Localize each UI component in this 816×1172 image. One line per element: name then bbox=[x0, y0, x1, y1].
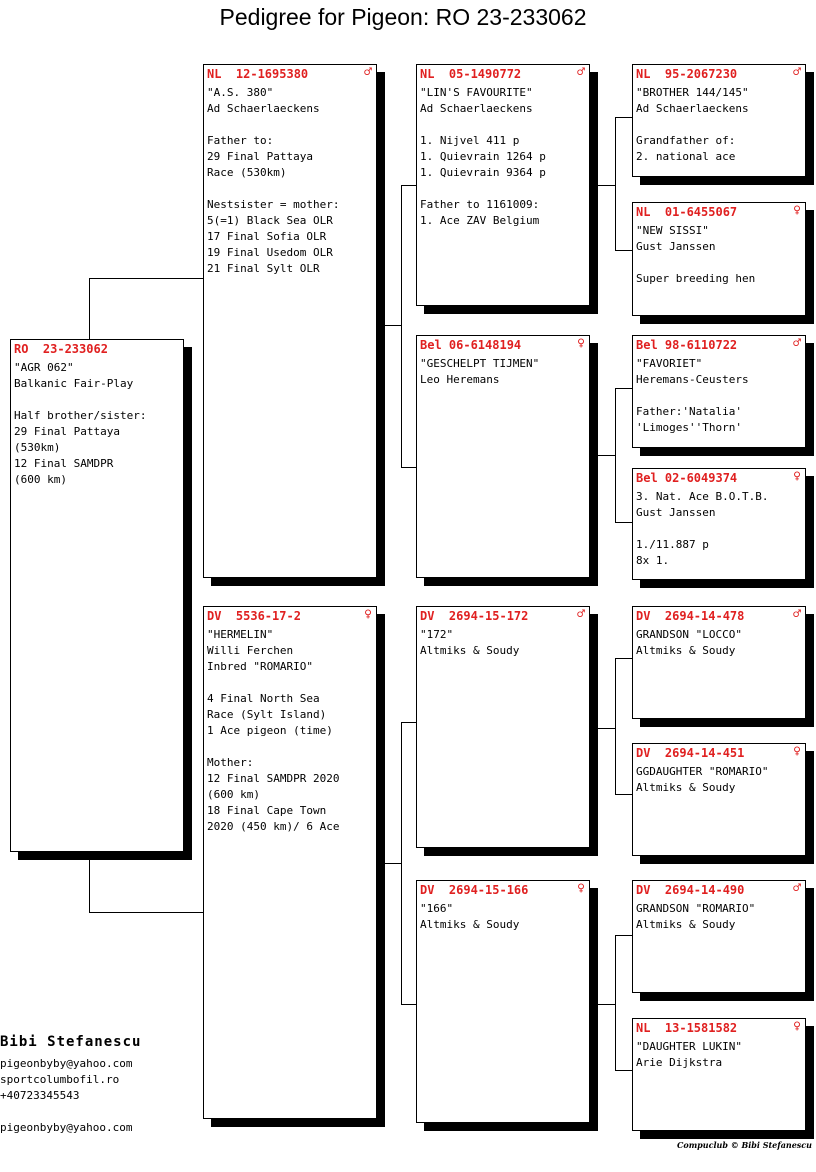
breeder-email[interactable]: pigeonbyby@yahoo.com bbox=[0, 1057, 133, 1070]
male-icon: ♂ bbox=[793, 881, 801, 896]
female-icon: ♀ bbox=[793, 1019, 801, 1034]
connector bbox=[597, 1004, 616, 1005]
pigeon-info-line bbox=[636, 117, 802, 133]
pigeon-card-dam-dam[interactable] bbox=[416, 880, 590, 1123]
pigeon-info-line: Altmiks & Soudy bbox=[420, 918, 520, 931]
pigeon-name: GRANDSON "LOCCO" bbox=[636, 628, 742, 641]
female-icon: ♀ bbox=[577, 881, 585, 896]
pigeon-name: "A.S. 380" bbox=[207, 86, 274, 99]
connector bbox=[615, 117, 633, 118]
pigeon-name: GRANDSON "ROMARIO" bbox=[636, 902, 756, 915]
pigeon-info-line bbox=[207, 181, 373, 197]
pigeon-info-line: Super breeding hen bbox=[636, 272, 756, 285]
pigeon-info-line bbox=[207, 117, 373, 133]
ring-number: DV 2694-14-451 bbox=[636, 746, 745, 760]
connector bbox=[615, 117, 616, 251]
connector bbox=[615, 794, 633, 795]
breeder-phone: +40723345543 bbox=[0, 1089, 80, 1102]
pigeon-name: 3. Nat. Ace B.O.T.B. bbox=[636, 490, 769, 503]
pigeon-card-ggp-1[interactable] bbox=[632, 64, 806, 177]
pigeon-card-sire-dam[interactable] bbox=[416, 335, 590, 578]
pigeon-info-line: Altmiks & Soudy bbox=[420, 644, 520, 657]
connector bbox=[597, 185, 616, 186]
ring-number: DV 2694-15-172 bbox=[420, 609, 529, 623]
connector bbox=[615, 658, 616, 795]
connector bbox=[401, 722, 417, 723]
pigeon-info-line: 8x 1. bbox=[636, 554, 670, 567]
breeder-spacer bbox=[0, 1104, 141, 1120]
connector bbox=[401, 185, 417, 186]
connector bbox=[615, 522, 633, 523]
female-icon: ♀ bbox=[364, 607, 372, 622]
pigeon-info-line: Father:'Natalia' bbox=[636, 405, 742, 418]
pigeon-info-line: Gust Janssen bbox=[636, 506, 716, 519]
pigeon-name: "166" bbox=[420, 902, 454, 915]
ring-number: NL 01-6455067 bbox=[636, 205, 738, 219]
breeder-website[interactable]: sportcolumbofil.ro bbox=[0, 1073, 120, 1086]
pigeon-name: "172" bbox=[420, 628, 454, 641]
connector bbox=[401, 185, 402, 468]
connector bbox=[401, 722, 402, 1005]
pigeon-info-line: Mother: bbox=[207, 756, 254, 769]
connector bbox=[89, 912, 204, 913]
breeder-info bbox=[0, 1034, 141, 1136]
pigeon-info-line: Altmiks & Soudy bbox=[636, 781, 736, 794]
pigeon-info-line bbox=[207, 675, 373, 691]
pigeon-info-line: Altmiks & Soudy bbox=[636, 918, 736, 931]
male-icon: ♂ bbox=[793, 607, 801, 622]
pigeon-info-line: Father to: bbox=[207, 134, 274, 147]
connector bbox=[615, 1070, 633, 1071]
pigeon-card-ggp-5[interactable] bbox=[632, 606, 806, 719]
pigeon-card-ggp-4[interactable] bbox=[632, 468, 806, 580]
breeder-name: Bibi Stefanescu bbox=[0, 1034, 142, 1050]
pigeon-info-line: Ad Schaerlaeckens bbox=[420, 102, 533, 115]
female-icon: ♀ bbox=[793, 744, 801, 759]
pigeon-info-line: 12 Final SAMDPR 2020 bbox=[207, 772, 340, 785]
pigeon-card-sire[interactable] bbox=[203, 64, 377, 578]
pigeon-info-line: 12 Final SAMDPR bbox=[14, 457, 114, 470]
connector bbox=[597, 455, 616, 456]
pigeon-info-line: Race (530km) bbox=[207, 166, 287, 179]
pigeon-info-line: 1. Ace ZAV Belgium bbox=[420, 214, 540, 227]
pigeon-name: "BROTHER 144/145" bbox=[636, 86, 749, 99]
ring-number: Bel 02-6049374 bbox=[636, 471, 738, 485]
ring-number: NL 13-1581582 bbox=[636, 1021, 738, 1035]
male-icon: ♂ bbox=[793, 336, 801, 351]
pigeon-info-line: Willi Ferchen bbox=[207, 644, 294, 657]
pigeon-info-line: 1. Nijvel 411 p bbox=[420, 134, 520, 147]
ring-number: DV 2694-15-166 bbox=[420, 883, 529, 897]
male-icon: ♂ bbox=[577, 65, 585, 80]
connector bbox=[615, 388, 616, 523]
connector bbox=[384, 325, 402, 326]
pigeon-card-ggp-2[interactable] bbox=[632, 202, 806, 316]
pigeon-info-line bbox=[14, 392, 180, 408]
ring-number: DV 2694-14-478 bbox=[636, 609, 745, 623]
ring-number: NL 05-1490772 bbox=[420, 67, 522, 81]
connector bbox=[89, 278, 90, 340]
ring-number: NL 95-2067230 bbox=[636, 67, 738, 81]
pigeon-info-line: 17 Final Sofia OLR bbox=[207, 230, 327, 243]
page-title: Pedigree for Pigeon: RO 23-233062 bbox=[219, 4, 587, 30]
pigeon-info-line: 1 Ace pigeon (time) bbox=[207, 724, 333, 737]
ring-number: DV 5536-17-2 bbox=[207, 609, 301, 623]
pigeon-info-line: Ad Schaerlaeckens bbox=[207, 102, 320, 115]
pigeon-name: "DAUGHTER LUKIN" bbox=[636, 1040, 742, 1053]
pigeon-name: GGDAUGHTER "ROMARIO" bbox=[636, 765, 769, 778]
pigeon-info-line: Heremans-Ceusters bbox=[636, 373, 749, 386]
pigeon-info-line: 2. national ace bbox=[636, 150, 736, 163]
pigeon-info-line: Ad Schaerlaeckens bbox=[636, 102, 749, 115]
pigeon-name: "GESCHELPT TIJMEN" bbox=[420, 357, 540, 370]
ring-number: Bel 98-6110722 bbox=[636, 338, 738, 352]
pigeon-info-line: Gust Janssen bbox=[636, 240, 716, 253]
pigeon-info-line: Leo Heremans bbox=[420, 373, 500, 386]
ring-number: DV 2694-14-490 bbox=[636, 883, 745, 897]
connector bbox=[615, 250, 633, 251]
pigeon-card-ggp-3[interactable] bbox=[632, 335, 806, 448]
connector bbox=[615, 658, 633, 659]
connector bbox=[597, 728, 616, 729]
male-icon: ♂ bbox=[793, 65, 801, 80]
connector bbox=[615, 388, 633, 389]
pigeon-info-line: (600 km) bbox=[14, 473, 67, 486]
male-icon: ♂ bbox=[364, 65, 372, 80]
pigeon-name: "FAVORIET" bbox=[636, 357, 703, 370]
pigeon-info-line: Father to 1161009: bbox=[420, 198, 540, 211]
pigeon-info-line: 21 Final Sylt OLR bbox=[207, 262, 320, 275]
pigeon-info-line: (530km) bbox=[14, 441, 61, 454]
connector bbox=[615, 935, 633, 936]
pigeon-name: "HERMELIN" bbox=[207, 628, 274, 641]
pigeon-info-line: 19 Final Usedom OLR bbox=[207, 246, 333, 259]
breeder-email-2[interactable]: pigeonbyby@yahoo.com bbox=[0, 1121, 133, 1134]
ring-number: NL 12-1695380 bbox=[207, 67, 309, 81]
pigeon-info-line: 1./11.887 p bbox=[636, 538, 709, 551]
pigeon-info-line: Inbred "ROMARIO" bbox=[207, 660, 313, 673]
pigeon-info-line: 29 Final Pattaya bbox=[207, 150, 313, 163]
pigeon-info-line bbox=[420, 181, 586, 197]
connector bbox=[401, 467, 417, 468]
pigeon-info-line: (600 km) bbox=[207, 788, 260, 801]
pigeon-info-line bbox=[636, 521, 802, 537]
pigeon-card-sire-sire[interactable] bbox=[416, 64, 590, 306]
pigeon-card-dam-sire[interactable] bbox=[416, 606, 590, 848]
pigeon-card-ggp-6[interactable] bbox=[632, 743, 806, 856]
pigeon-info-line: Altmiks & Soudy bbox=[636, 644, 736, 657]
pigeon-info-line: Nestsister = mother: bbox=[207, 198, 340, 211]
pigeon-info-line: 29 Final Pattaya bbox=[14, 425, 120, 438]
pigeon-info-line bbox=[420, 117, 586, 133]
pigeon-card-ggp-7[interactable] bbox=[632, 880, 806, 993]
pigeon-info-line: Grandfather of: bbox=[636, 134, 736, 147]
connector bbox=[89, 852, 90, 913]
pigeon-info-line: Balkanic Fair-Play bbox=[14, 377, 134, 390]
pigeon-info-line: 4 Final North Sea bbox=[207, 692, 320, 705]
pigeon-info-line: 1. Quievrain 9364 p bbox=[420, 166, 546, 179]
footer-credit: Compuclub © Bibi Stefanescu bbox=[677, 1140, 812, 1150]
pigeon-info-line: 'Limoges''Thorn' bbox=[636, 421, 742, 434]
pigeon-info-line: 2020 (450 km)/ 6 Ace bbox=[207, 820, 340, 833]
pigeon-info-line: Half brother/sister: bbox=[14, 409, 147, 422]
pigeon-info-line: 5(=1) Black Sea OLR bbox=[207, 214, 333, 227]
ring-number: Bel 06-6148194 bbox=[420, 338, 522, 352]
pigeon-name: "LIN'S FAVOURITE" bbox=[420, 86, 533, 99]
pigeon-info-line: 18 Final Cape Town bbox=[207, 804, 327, 817]
pigeon-info-line bbox=[207, 739, 373, 755]
pigeon-info-line bbox=[636, 255, 802, 271]
pigeon-info-line bbox=[636, 388, 802, 404]
pigeon-card-subject[interactable] bbox=[10, 339, 184, 852]
connector bbox=[384, 863, 402, 864]
pigeon-info-line: Arie Dijkstra bbox=[636, 1056, 723, 1069]
ring-number: RO 23-233062 bbox=[14, 342, 108, 356]
female-icon: ♀ bbox=[577, 336, 585, 351]
connector bbox=[615, 935, 616, 1071]
pigeon-name: "AGR 062" bbox=[14, 361, 74, 374]
male-icon: ♂ bbox=[577, 607, 585, 622]
female-icon: ♀ bbox=[793, 469, 801, 484]
pigeon-card-ggp-8[interactable] bbox=[632, 1018, 806, 1131]
connector bbox=[401, 1004, 417, 1005]
pigeon-info-line: 1. Quievrain 1264 p bbox=[420, 150, 546, 163]
pigeon-card-dam[interactable] bbox=[203, 606, 377, 1119]
female-icon: ♀ bbox=[793, 203, 801, 218]
pigeon-info-line: Race (Sylt Island) bbox=[207, 708, 327, 721]
connector bbox=[89, 278, 204, 279]
pigeon-name: "NEW SISSI" bbox=[636, 224, 709, 237]
